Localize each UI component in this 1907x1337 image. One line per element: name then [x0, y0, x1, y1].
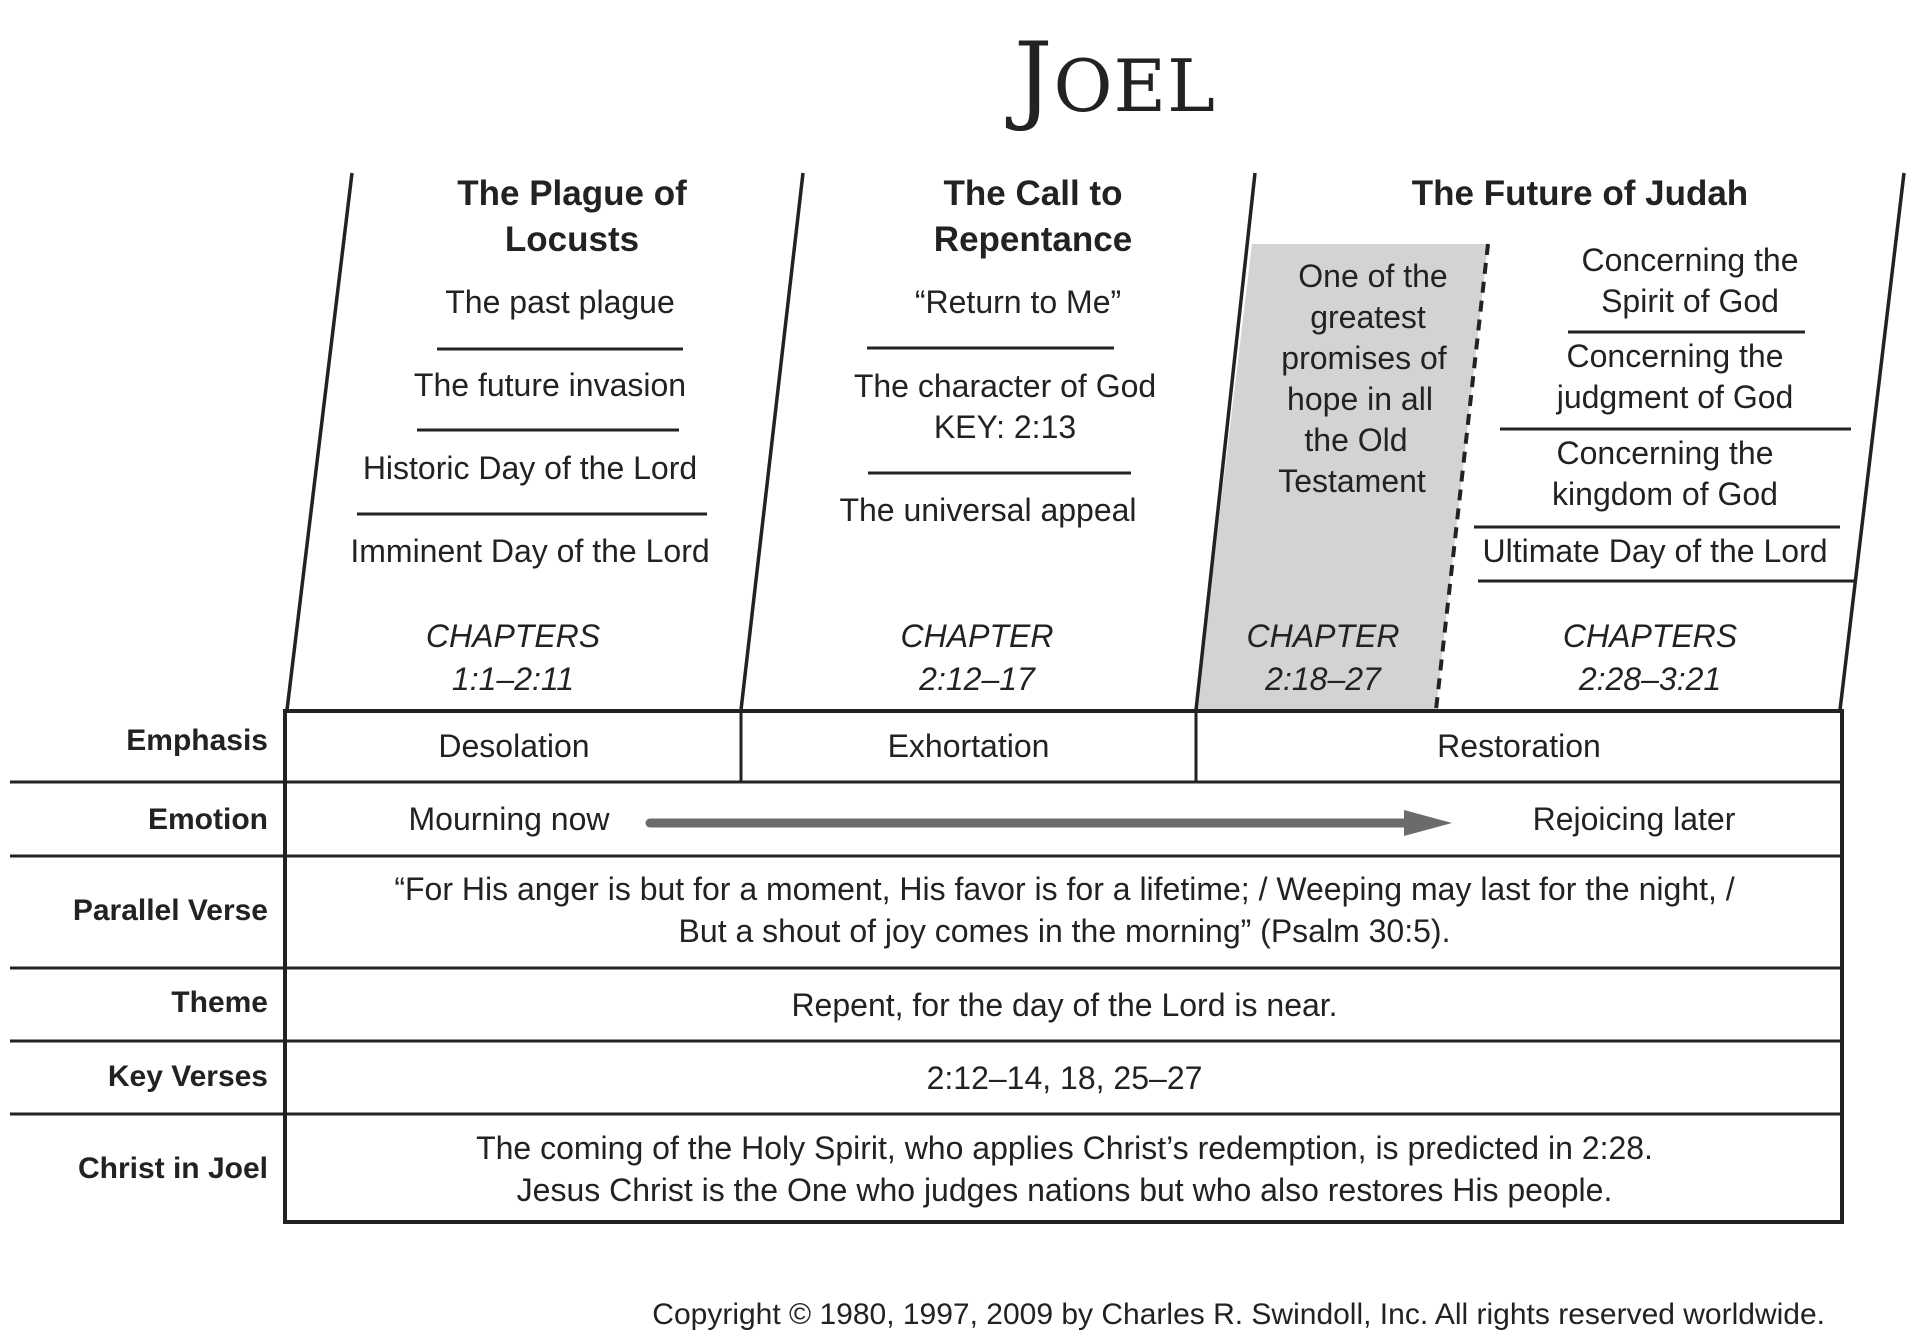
shaded-promise-text: One of the greatest promises of hope in all the Old Testament — [1278, 258, 1448, 499]
section-heading-future: The Future of Judah — [1411, 174, 1749, 213]
chapter-range-3: CHAPTER 2:18–27 — [1246, 618, 1400, 697]
item-past-plague: The past plague — [445, 284, 675, 320]
item-imminent-day: Imminent Day of the Lord — [350, 533, 710, 569]
emotion-start: Mourning now — [408, 801, 610, 837]
item-character-of-god: The character of God KEY: 2:13 — [853, 368, 1157, 445]
emphasis-exhortation: Exhortation — [887, 728, 1050, 764]
item-universal-appeal: The universal appeal — [839, 492, 1137, 528]
parallel-verse-text: “For His anger is but for a moment, His favor is for a lifetime; / Weeping may last for the night, / But a shout of joy comes in the morning” (Psalm 30:5). — [394, 871, 1735, 949]
row-label-theme: Theme — [171, 986, 268, 1019]
key-verses-text: 2:12–14, 18, 25–27 — [926, 1060, 1203, 1096]
section-heading-plague: The Plague of Locusts — [457, 174, 687, 259]
item-spirit-of-god: Concerning the Spirit of God — [1581, 242, 1799, 319]
row-label-christ: Christ in Joel — [77, 1152, 268, 1185]
section-heading-call: The Call to Repentance — [933, 174, 1133, 259]
row-label-emphasis: Emphasis — [126, 724, 268, 757]
chapter-range-2: CHAPTER 2:12–17 — [900, 618, 1054, 697]
emotion-end: Rejoicing later — [1532, 801, 1736, 837]
item-historic-day: Historic Day of the Lord — [362, 450, 698, 486]
item-return-to-me: “Return to Me” — [914, 284, 1122, 320]
emphasis-desolation: Desolation — [438, 728, 590, 764]
item-future-invasion: The future invasion — [413, 367, 687, 403]
row-label-key-verses: Key Verses — [107, 1060, 268, 1093]
emphasis-restoration: Restoration — [1437, 728, 1601, 764]
item-kingdom-of-god: Concerning the kingdom of God — [1552, 435, 1778, 512]
emotion-arrow — [650, 810, 1452, 836]
theme-text: Repent, for the day of the Lord is near. — [791, 987, 1338, 1023]
page-title: JOEL — [1014, 22, 1216, 134]
item-ultimate-day: Ultimate Day of the Lord — [1482, 533, 1828, 569]
item-judgment-of-god: Concerning the judgment of God — [1556, 338, 1794, 415]
chapter-range-4: CHAPTERS 2:28–3:21 — [1562, 618, 1738, 697]
christ-in-joel-text: The coming of the Holy Spirit, who applies Christ’s redemption, is predicted in 2:28. Jesus Christ is the One who judges nations but who also restores His people. — [476, 1130, 1653, 1208]
copyright-notice: Copyright © 1980, 1997, 2009 by Charles R. Swindoll, Inc. All rights reserved worldwide. — [652, 1298, 1825, 1331]
row-label-parallel: Parallel Verse — [72, 894, 268, 927]
chapter-range-1: CHAPTERS 1:1–2:11 — [425, 618, 601, 697]
row-label-emotion: Emotion — [148, 803, 268, 836]
